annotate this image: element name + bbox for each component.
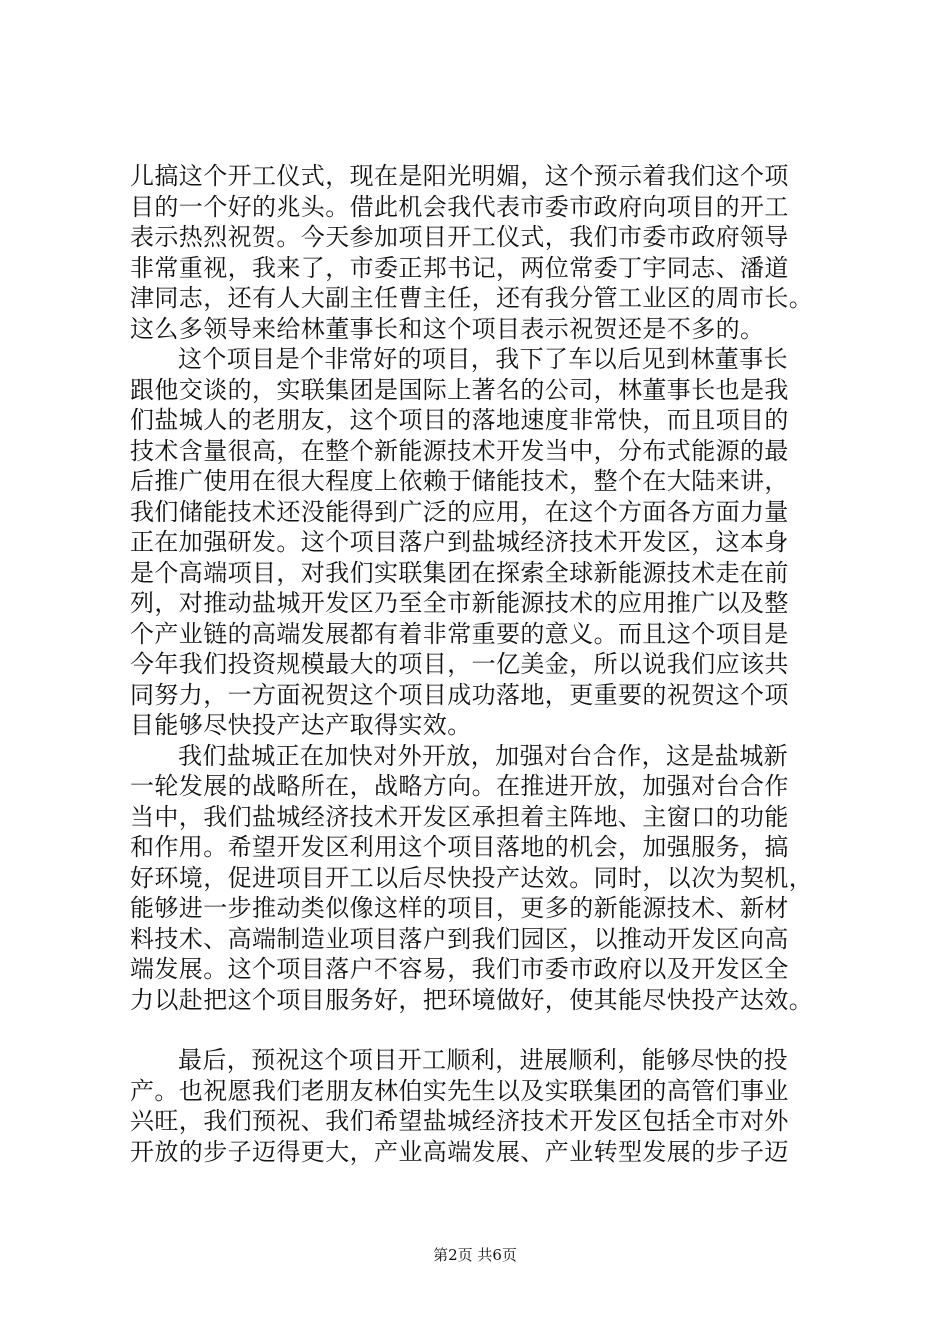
paragraph-1	[130, 161, 850, 344]
text-line: 能够进一步推动类似像这样的项目，更多的新能源技术、新材	[130, 894, 789, 922]
text-line: 兴旺，我们预祝、我们希望盐城经济技术开发区包括全市对外	[130, 1107, 789, 1135]
paragraph-4	[130, 1045, 850, 1167]
text-line: 目的一个好的兆头。借此机会我代表市委市政府向项目的开工	[130, 192, 789, 221]
text-line: 和作用。希望开发区利用这个项目落地的机会，加强服务，搞	[130, 833, 789, 861]
text-line: 技术含量很高，在整个新能源技术开发当中，分布式能源的最	[130, 436, 789, 465]
text-line: 正在加强研发。这个项目落户到盐城经济技术开发区，这本身	[130, 528, 789, 556]
text-line: 端发展。这个项目落户不容易，我们市委市政府以及开发区全	[130, 955, 789, 983]
text-line: 这个项目是个非常好的项目，我下了车以后见到林董事长	[178, 345, 788, 373]
text-line: 表示热烈祝贺。今天参加项目开工仪式，我们市委市政府领导	[130, 223, 789, 251]
text-line: 同努力，一方面祝贺这个项目成功落地，更重要的祝贺这个项	[130, 680, 789, 709]
page-footer	[0, 1245, 950, 1265]
text-line: 最后，预祝这个项目开工顺利，进展顺利，能够尽快的投	[178, 1046, 788, 1074]
text-line: 今年我们投资规模最大的项目，一亿美金，所以说我们应该共	[130, 650, 789, 678]
text-line: 个产业链的高端发展都有着非常重要的意义。而且这个项目是	[130, 619, 789, 648]
text-line: 开放的步子迈得更大，产业高端发展、产业转型发展的步子迈	[130, 1137, 789, 1166]
text-line: 跟他交谈的，实联集团是国际上著名的公司，林董事长也是我	[130, 375, 789, 404]
document-body	[130, 161, 850, 1167]
text-line: 儿搞这个开工仪式，现在是阳光明媚，这个预示着我们这个项	[130, 162, 789, 190]
paragraph-2	[130, 344, 850, 741]
text-line: 津同志，还有人大副主任曹主任，还有我分管工业区的周市长。	[130, 284, 814, 312]
text-line: 一轮发展的战略所在，战略方向。在推进开放，加强对台合作	[130, 772, 789, 800]
text-line: 料技术、高端制造业项目落户到我们园区，以推动开发区向高	[130, 924, 789, 953]
text-line: 非常重视，我来了，市委正邦书记，两位常委丁宇同志、潘道	[130, 253, 789, 282]
text-line: 产。也祝愿我们老朋友林伯实先生以及实联集团的高管们事业	[130, 1076, 789, 1105]
paragraph-3	[130, 741, 850, 1016]
text-line: 目能够尽快投产达产取得实效。	[130, 711, 472, 739]
text-line: 们盐城人的老朋友，这个项目的落地速度非常快，而且项目的	[130, 406, 789, 434]
text-line: 我们盐城正在加快对外开放，加强对台合作，这是盐城新	[178, 741, 788, 770]
text-line: 我们储能技术还没能得到广泛的应用，在这个方面各方面力量	[130, 497, 789, 526]
text-line: 是个高端项目，对我们实联集团在探索全球新能源技术走在前	[130, 558, 789, 587]
page-number: 第2页 共6页	[433, 1246, 517, 1264]
text-line: 好环境，促进项目开工以后尽快投产达效。同时，以次为契机，	[130, 863, 814, 892]
text-line: 列，对推动盐城开发区乃至全市新能源技术的应用推广以及整	[130, 589, 789, 617]
text-line: 当中，我们盐城经济技术开发区承担着主阵地、主窗口的功能	[130, 802, 789, 831]
text-line: 力以赴把这个项目服务好，把环境做好，使其能尽快投产达效。	[130, 985, 814, 1014]
text-line: 后推广使用在很大程度上依赖于储能技术，整个在大陆来讲，	[130, 467, 789, 495]
text-line: 这么多领导来给林董事长和这个项目表示祝贺还是不多的。	[130, 314, 765, 343]
